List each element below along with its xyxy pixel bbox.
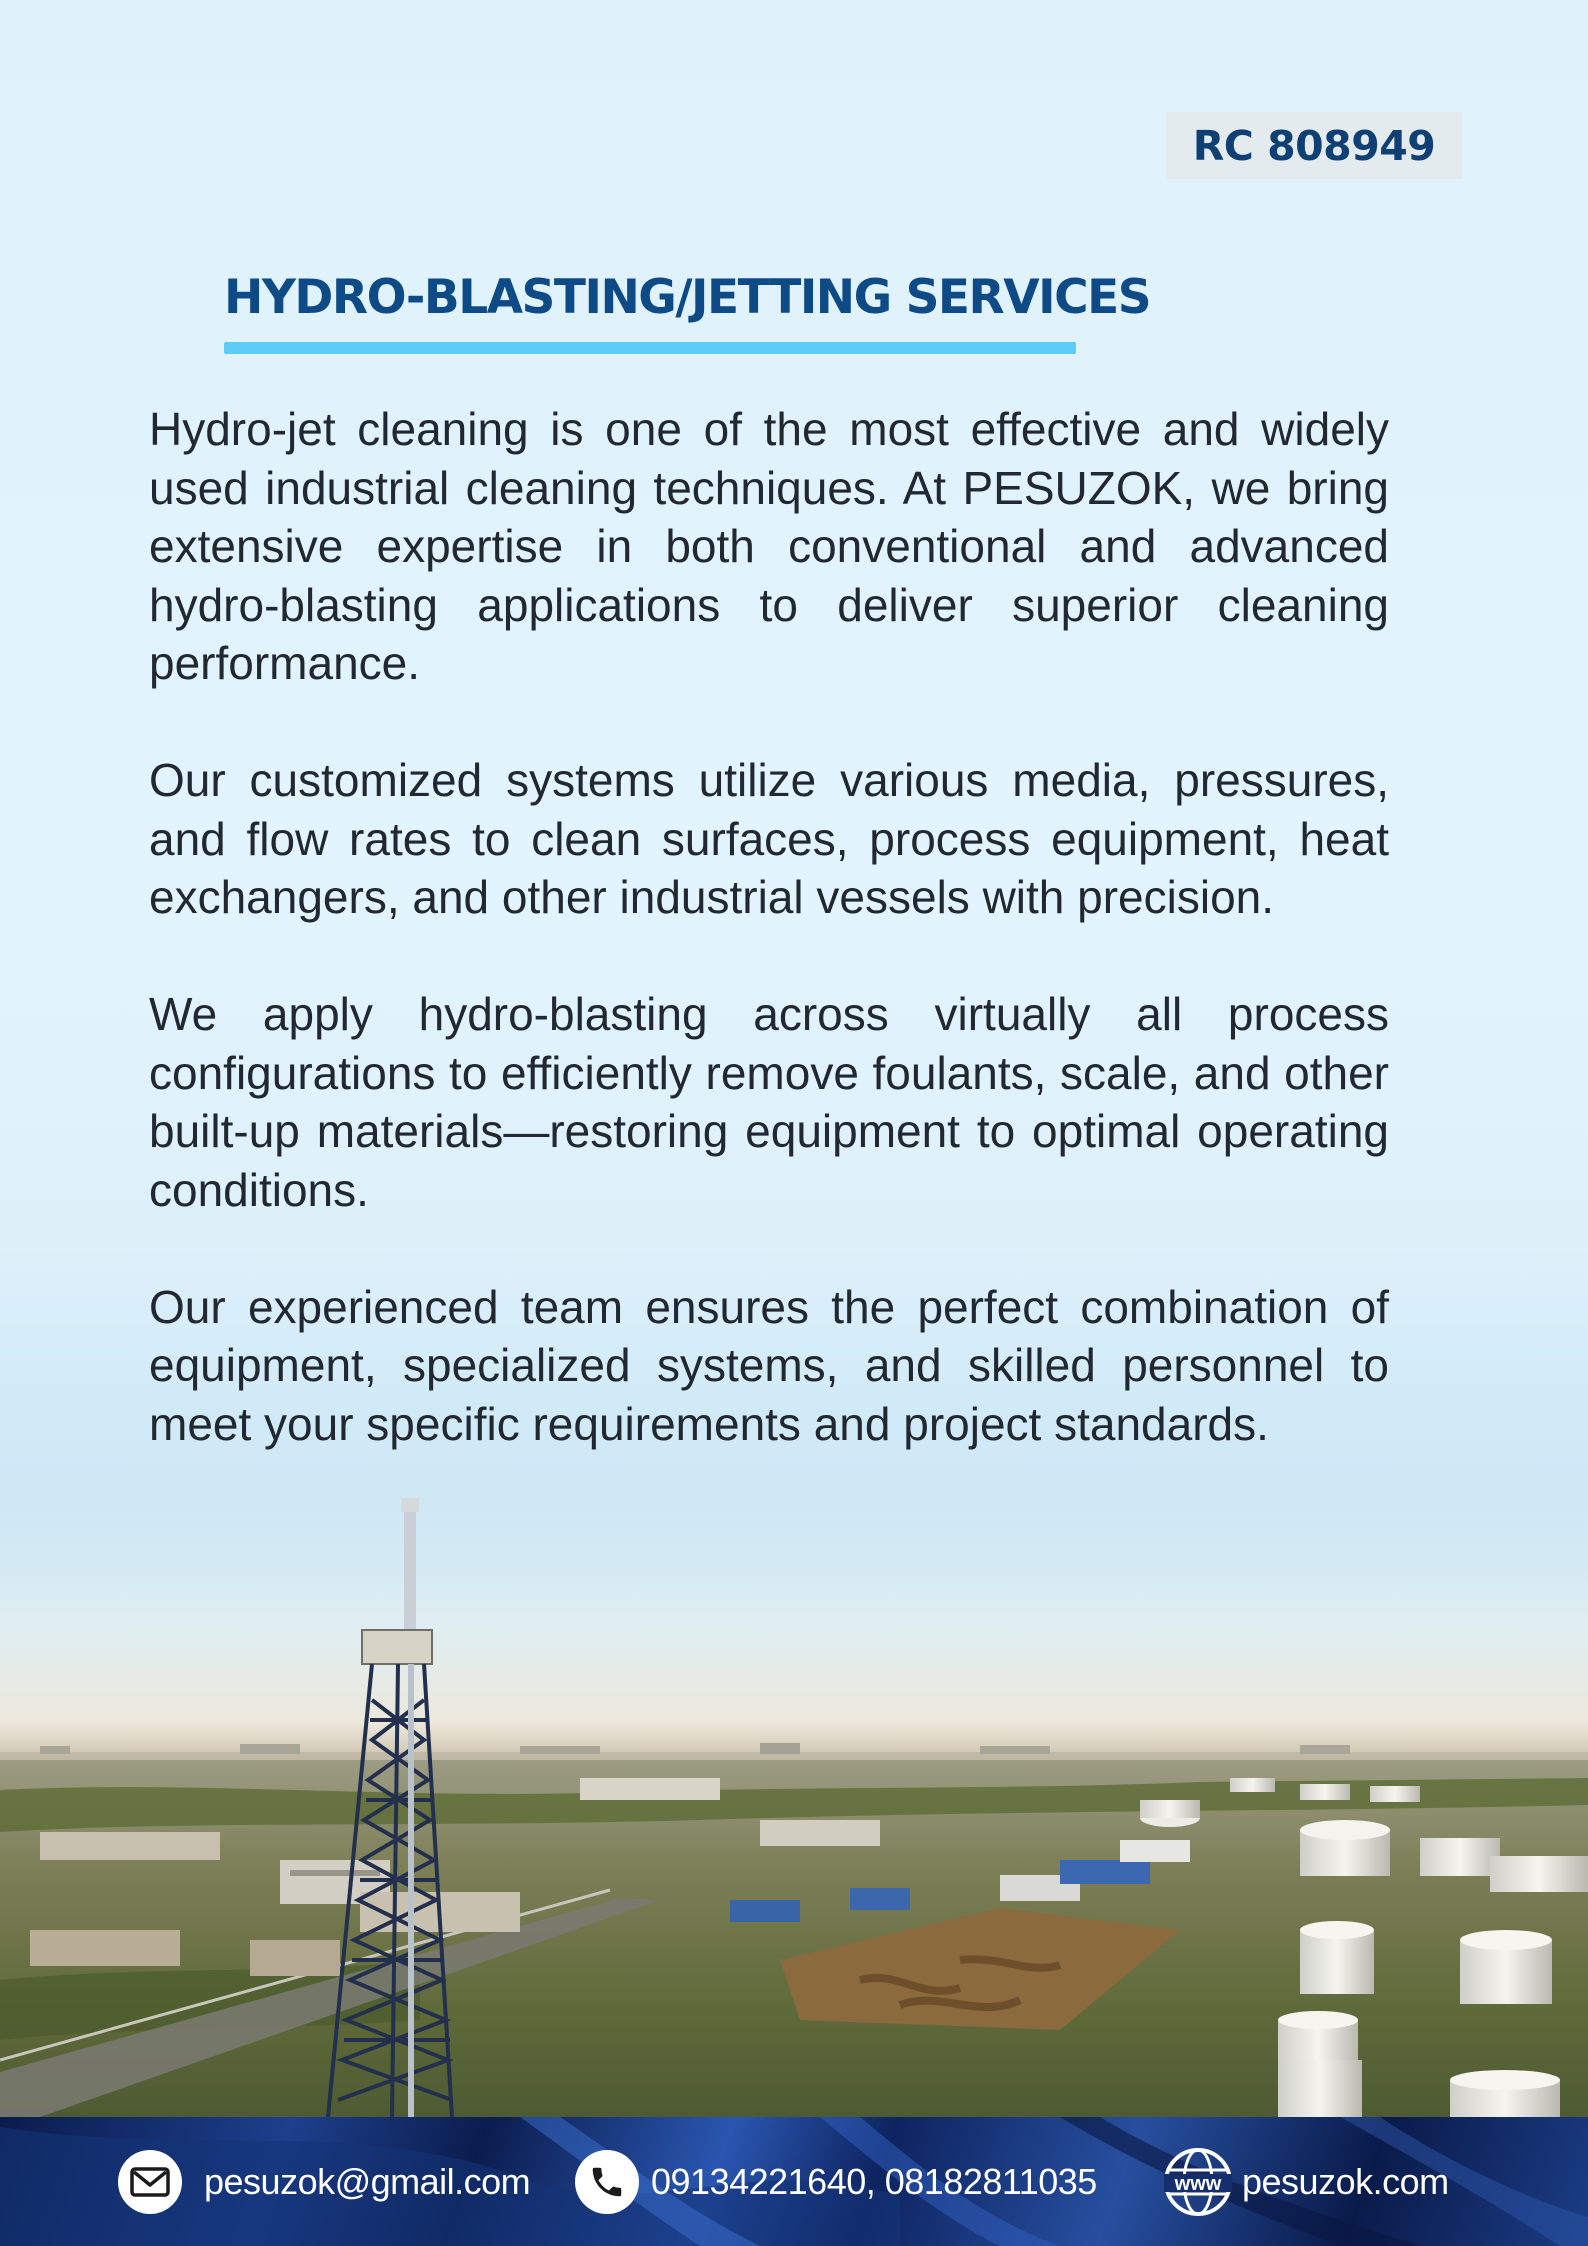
body-text [149,400,1389,1512]
paragraph-systems: Our customized systems utilize various media, pressures, and flow rates to clean surfaces, process equipment, heat exchangers, and other industrial vessels with precision. [149,754,1389,923]
website-url[interactable]: pesuzok.com [1242,2160,1449,2202]
globe-www-icon [1162,2146,1234,2218]
industrial-landscape-image [0,1460,1588,2117]
phone-numbers[interactable]: 09134221640, 08182811035 [651,2160,1097,2202]
www-icon-text: www [1174,2172,1222,2195]
paragraph-team: Our experienced team ensures the perfect combination of equipment, specialized systems, and skilled personnel to meet your specific requirements and project standards. [149,1280,1389,1450]
envelope-icon [118,2150,182,2214]
page-title: HYDRO-BLASTING/JETTING SERVICES [224,270,1151,325]
title-underline [224,342,1076,354]
footer-phone[interactable] [575,2117,1097,2246]
registration-badge: RC 808949 [1166,112,1462,179]
email-address[interactable]: pesuzok@gmail.com [204,2160,531,2202]
phone-icon [575,2150,639,2214]
paragraph-applications: We apply hydro-blasting across virtually all process configurations to efficiently remove foulants, scale, and other built-up materials—restoring equipment to optimal operating conditions. [149,988,1389,1216]
footer-email[interactable] [118,2117,530,2246]
footer-contact-bar [0,2117,1588,2246]
paragraph-intro: Hydro-jet cleaning is one of the most effective and widely used industrial cleaning techniques. At PESUZOK, we bring extensive expertise in both conventional and advanced hydro-blasting applications to deliver superior cleaning performance. [149,403,1389,689]
footer-website[interactable] [1162,2117,1449,2246]
title-block [224,270,1150,325]
